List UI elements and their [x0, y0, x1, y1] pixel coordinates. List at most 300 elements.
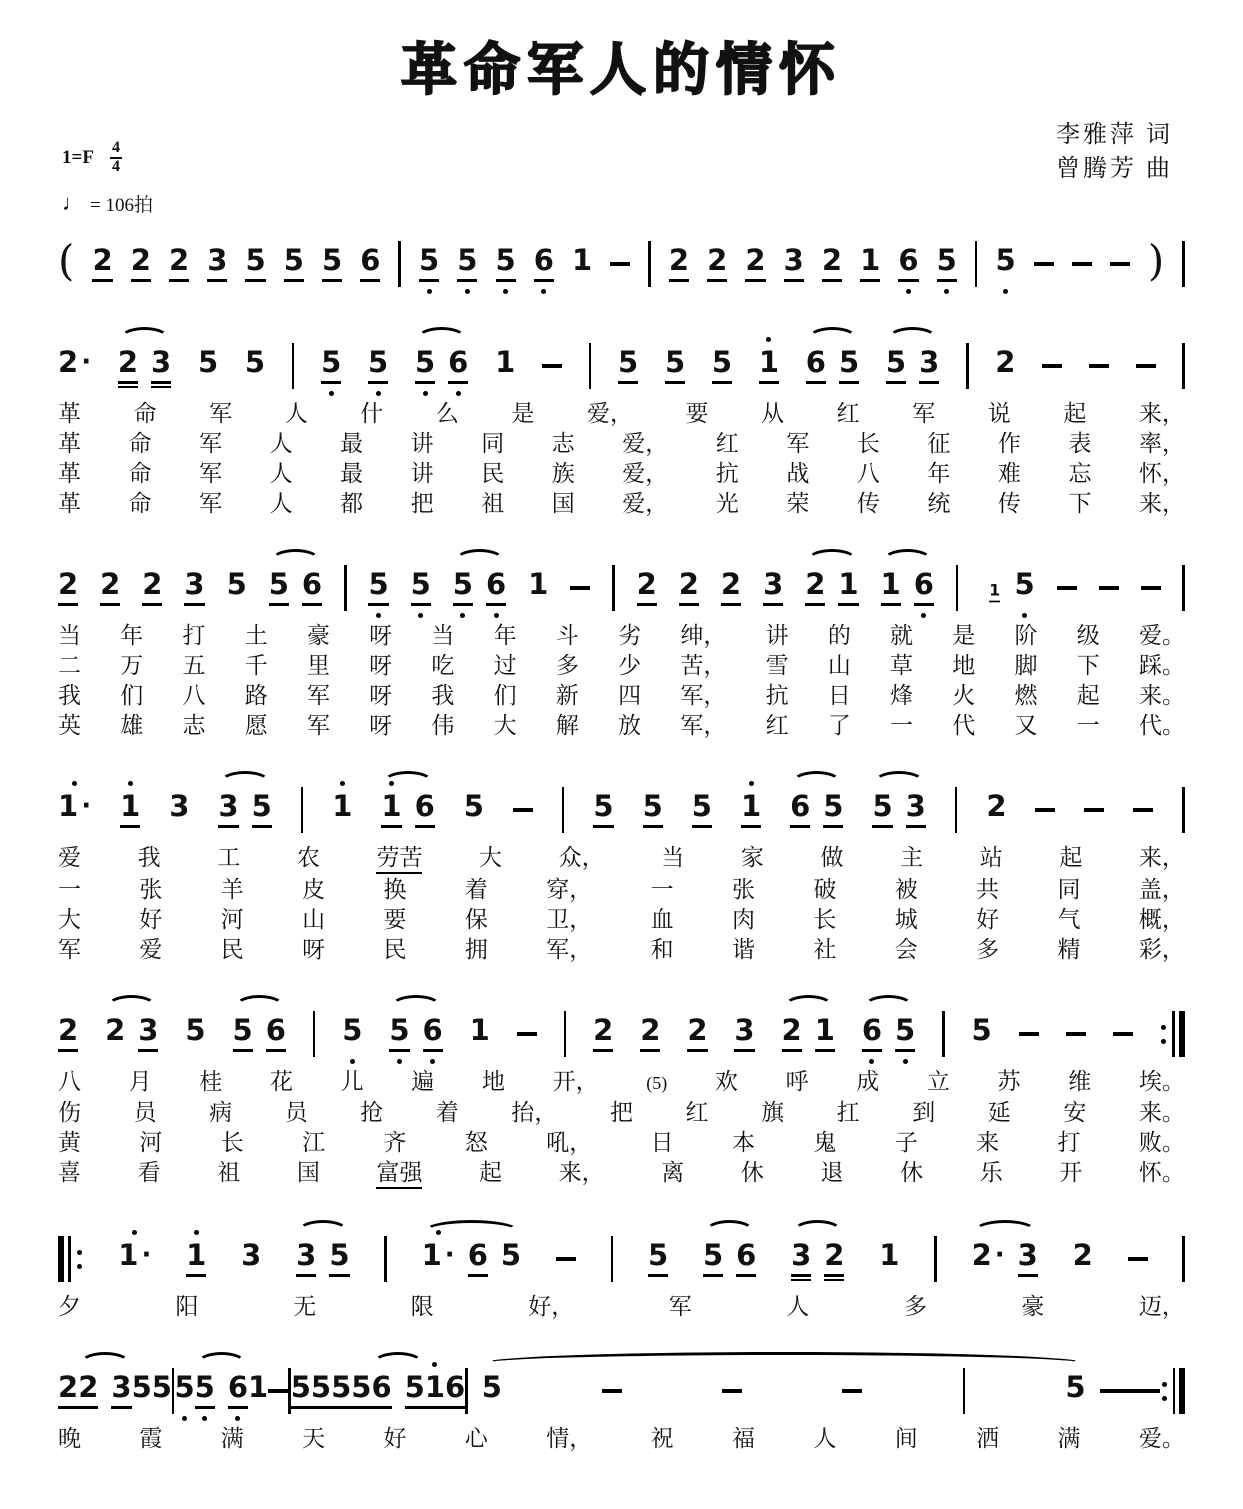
- note-digit: 5: [151, 1369, 172, 1404]
- lyric-syllable: 荣: [786, 491, 810, 516]
- digit-row: [138, 1012, 158, 1048]
- note: [618, 334, 638, 398]
- dash-stroke: [1133, 808, 1153, 812]
- lyric-syllable: 怀。: [1138, 1160, 1185, 1185]
- dash: [1089, 334, 1109, 398]
- barline-stroke: [313, 1011, 316, 1057]
- lyric-syllable: 四: [618, 683, 642, 708]
- lyric-syllable: 地: [952, 653, 976, 678]
- note: [572, 232, 592, 296]
- lyric-syllable: 成: [856, 1069, 880, 1094]
- note-digit: 6: [913, 566, 934, 601]
- lyric-syllable: 共: [976, 877, 1000, 902]
- digit-row: [284, 242, 304, 278]
- lyric-syllable: 要: [685, 401, 709, 426]
- underline: [784, 279, 804, 282]
- slur-group: [453, 556, 506, 620]
- underline-slot: [411, 602, 431, 610]
- digit-row: [482, 1369, 502, 1405]
- octave-dot: [436, 1230, 441, 1235]
- underline-slot: [895, 1048, 915, 1056]
- digit-row: [132, 1369, 152, 1405]
- note: [839, 334, 859, 398]
- note-digit: 1: [879, 1237, 900, 1272]
- note-digit: 5: [194, 1369, 215, 1404]
- underline: [118, 381, 138, 384]
- note: [241, 1227, 261, 1291]
- underline-slot: [269, 602, 289, 610]
- note: [1014, 556, 1034, 620]
- dash: [1140, 1359, 1160, 1423]
- lyric-syllable: 被: [894, 877, 918, 902]
- underline: [640, 1049, 660, 1052]
- digit-row: [534, 242, 554, 278]
- lyric-syllable: 把: [609, 1100, 633, 1125]
- lyric-syllable: 富强: [376, 1159, 422, 1189]
- underline: [218, 825, 238, 828]
- notes-row: [58, 766, 1185, 842]
- underline-slot: [111, 1405, 131, 1413]
- dash-stroke: [268, 1389, 288, 1393]
- digit-row: [763, 566, 783, 602]
- underline: [824, 1279, 844, 1282]
- underline-slot: [138, 1048, 158, 1056]
- underline: [311, 1406, 331, 1409]
- note: [207, 232, 227, 296]
- underline: [457, 279, 477, 282]
- barline: [1182, 556, 1185, 620]
- underline-slot: [120, 824, 140, 832]
- low-octave-slot: [329, 388, 334, 398]
- note-digit: 5: [971, 1012, 992, 1047]
- note-digit: 2: [142, 566, 163, 601]
- dash-stroke: [517, 1032, 537, 1036]
- note-digit: 2: [824, 1237, 845, 1272]
- note-digit: 5: [283, 242, 304, 277]
- note: [445, 1359, 465, 1423]
- dash: [842, 1359, 862, 1423]
- note-digit: 5: [618, 344, 639, 379]
- note: [534, 232, 554, 296]
- note-digit: 5: [244, 344, 266, 379]
- underline-slot: [351, 1405, 371, 1413]
- lyric-syllable: 多: [976, 937, 1000, 962]
- note: [152, 1359, 172, 1423]
- digit-row: [218, 788, 238, 824]
- quarter-note-icon: ♩: [62, 190, 84, 216]
- note: [185, 1002, 205, 1066]
- note-digit: 3: [218, 788, 239, 823]
- note-digit: 5: [174, 1369, 195, 1404]
- digit-row: [712, 344, 732, 380]
- note-digit: 6: [422, 1012, 443, 1047]
- underline-slot: [986, 824, 1006, 832]
- note-digit: 5: [642, 788, 663, 823]
- digit-row: [351, 1369, 371, 1405]
- dash: [517, 1002, 537, 1066]
- note-digit: 5: [410, 566, 431, 601]
- underline-slot: [806, 380, 826, 388]
- slur-group: [269, 556, 322, 620]
- digit-row: [707, 242, 727, 278]
- octave-dot: [749, 781, 754, 786]
- augmentation-dot: ·: [81, 347, 92, 377]
- slur-group: [790, 778, 843, 842]
- digit-row: [1073, 1237, 1093, 1273]
- digit-row: [151, 344, 171, 380]
- lyric-syllable: 国: [296, 1160, 320, 1185]
- octave-dot: [1003, 289, 1008, 294]
- lyric-syllable: 传: [997, 491, 1021, 516]
- underline: [58, 1406, 78, 1409]
- underline-slot: [368, 380, 388, 388]
- barline: [1182, 1227, 1185, 1291]
- barline: [1182, 778, 1185, 842]
- underline: [302, 603, 322, 606]
- lyric-syllable: 盖，: [1138, 877, 1185, 902]
- lyric-syllable: 八: [58, 1069, 81, 1094]
- underline-slot: [989, 600, 1000, 604]
- underline-slot: [207, 278, 227, 286]
- note: [784, 232, 804, 296]
- underline: [100, 603, 120, 606]
- underline-slot: [805, 602, 825, 610]
- lyric-syllable: 满: [1057, 1426, 1081, 1451]
- underline: [989, 601, 1000, 602]
- underline-slot: [784, 278, 804, 286]
- digit-row: [448, 344, 468, 380]
- barline-stroke: [975, 241, 978, 287]
- lyric-syllable: 抢: [360, 1100, 384, 1125]
- lyrics-row: [58, 1425, 1185, 1453]
- note: [895, 1002, 915, 1066]
- underline: [937, 279, 957, 282]
- note: [872, 778, 892, 842]
- note: [78, 1359, 98, 1423]
- underline-slot: [132, 1405, 152, 1413]
- underline: [184, 603, 204, 606]
- note: [712, 334, 732, 398]
- digit-row: [648, 1237, 668, 1273]
- digit-row: [815, 1012, 835, 1048]
- lyric-syllable: 社: [813, 937, 837, 962]
- lyric-syllable: 民: [481, 461, 505, 486]
- lyric-syllable: 命: [128, 491, 152, 516]
- underline-slot: [321, 380, 341, 388]
- underline-slot: [815, 1048, 835, 1056]
- digit-row: [1065, 1369, 1085, 1405]
- score-line: [58, 1215, 1185, 1321]
- lyric-syllable: 人: [269, 491, 293, 516]
- dash-stroke: [513, 808, 533, 812]
- digit-row: [169, 242, 189, 278]
- barline-stroke: [58, 1236, 64, 1282]
- dash-stroke: [542, 364, 562, 368]
- underline: [351, 1406, 371, 1409]
- low-octave-slot: [427, 286, 432, 296]
- lyric-syllable: 拥: [464, 937, 488, 962]
- lyric-syllable: 把: [410, 491, 434, 516]
- underline-slot: [919, 380, 939, 388]
- lyric-syllable: 血: [650, 907, 674, 932]
- lyric-syllable: 扛: [836, 1100, 860, 1125]
- lyric-syllable: 呀: [302, 937, 326, 962]
- note-digit: 3: [1017, 1237, 1038, 1272]
- slur-group: [862, 1002, 915, 1066]
- high-octave-slot: [436, 1227, 441, 1237]
- underline-slot: [692, 824, 712, 832]
- underline: [368, 381, 388, 384]
- octave-dot: [1161, 1025, 1166, 1030]
- dash-stroke: [602, 1389, 622, 1393]
- octave-dot: [432, 1362, 437, 1367]
- barline-stroke: [963, 1368, 966, 1414]
- lyric-syllable: 喜: [58, 1160, 81, 1185]
- barline-stroke: [562, 787, 565, 833]
- note-digit: 2: [678, 566, 699, 601]
- lyric-syllable: 下: [1068, 491, 1092, 516]
- note-digit: 5: [414, 344, 436, 379]
- lyric-syllable: 抬，: [511, 1100, 558, 1125]
- lyric-syllable: 打: [1057, 1130, 1081, 1155]
- note: [58, 556, 78, 620]
- digit-row: [860, 242, 880, 278]
- underline-slot: [228, 1405, 248, 1413]
- note: [879, 1227, 899, 1291]
- tempo-marking: [62, 190, 153, 217]
- barline: [313, 1002, 316, 1066]
- lyric-syllable: 了: [827, 713, 851, 738]
- lyric-syllable: 气: [1057, 907, 1081, 932]
- digit-row: [881, 566, 901, 602]
- note: [245, 334, 265, 398]
- note: [640, 1002, 660, 1066]
- barline: [301, 778, 304, 842]
- low-octave-slot: [397, 1056, 402, 1066]
- lyric-syllable: 命: [128, 461, 152, 486]
- note: [838, 556, 858, 620]
- barline-stroke: [384, 1236, 387, 1282]
- underline-slot: [296, 1273, 316, 1281]
- high-octave-slot: [432, 1359, 437, 1369]
- low-octave-slot: [1022, 610, 1027, 620]
- dash-stroke: [1100, 1389, 1120, 1393]
- lyric-syllable: 同: [1057, 877, 1081, 902]
- barline: [975, 232, 978, 296]
- octave-dot: [128, 781, 133, 786]
- low-octave-slot: [465, 286, 470, 296]
- key-signature: [62, 140, 153, 176]
- note-digit: 2: [117, 344, 139, 379]
- lyric-syllable: 福: [732, 1426, 755, 1451]
- high-octave-slot: [128, 778, 133, 788]
- lyric-syllable: 着: [435, 1100, 459, 1125]
- underline-slot: [381, 824, 401, 832]
- lyric-syllable: 革: [58, 401, 81, 426]
- barline: [611, 1227, 614, 1291]
- digit-row: [886, 344, 906, 380]
- note: [291, 1359, 311, 1423]
- digit-row: [643, 788, 663, 824]
- underline-slot: [1014, 602, 1034, 610]
- note: [528, 556, 548, 620]
- dash-stroke: [1089, 364, 1109, 368]
- lyric-syllable: 伤: [58, 1100, 81, 1125]
- notes-row: [58, 1347, 1185, 1423]
- underline: [593, 825, 613, 828]
- lyric-syllable: 五: [182, 653, 206, 678]
- octave-dot: [340, 781, 345, 786]
- note-digit: 6: [448, 344, 469, 379]
- underline-slot: [118, 380, 138, 388]
- note: [111, 1359, 131, 1423]
- note-digit: 6: [371, 1369, 392, 1404]
- dash: [556, 1227, 576, 1291]
- notes-row: [58, 544, 1185, 620]
- digit-row: [368, 566, 388, 602]
- digit-row: [464, 788, 484, 824]
- meter-denominator: 4: [111, 157, 120, 175]
- barline: [956, 556, 959, 620]
- underline-slot: [862, 1048, 882, 1056]
- octave-dot: [376, 391, 381, 396]
- note: [482, 1359, 502, 1423]
- note-digit: 2: [986, 788, 1007, 823]
- note-digit: 5: [702, 1237, 724, 1272]
- digit-row: [637, 566, 657, 602]
- dash: [602, 1359, 622, 1423]
- note-digit: 2: [745, 242, 766, 277]
- lyric-syllable: 们: [493, 683, 517, 708]
- note-digit: 6: [861, 1012, 883, 1047]
- underline: [486, 603, 506, 606]
- note: [184, 556, 204, 620]
- octave-dot: [1162, 1396, 1167, 1401]
- dash-stroke: [1099, 586, 1119, 590]
- underline-slot: [174, 1405, 194, 1413]
- lyric-syllable: 一: [58, 877, 81, 902]
- lyric-syllable: 说: [987, 401, 1011, 426]
- underline: [151, 381, 171, 384]
- note-digit: 5: [389, 1012, 410, 1047]
- lyric-syllable: 劳苦: [376, 844, 422, 874]
- digit-row: [824, 1237, 844, 1273]
- lyric-syllable: 是: [952, 623, 976, 648]
- dash: [1100, 1359, 1120, 1423]
- underline: [291, 1406, 311, 1409]
- lyric-syllable: 桂: [199, 1069, 223, 1094]
- digit-row: [790, 788, 810, 824]
- note-digit: 5: [310, 1369, 332, 1404]
- lyric-syllable: 员: [284, 1100, 308, 1125]
- lyric-syllable: 起: [1076, 683, 1100, 708]
- lyric-syllable: 讲: [410, 431, 434, 456]
- barline-stroke: [1179, 1011, 1185, 1057]
- note: [381, 778, 401, 842]
- note: [218, 778, 238, 842]
- underline-slot: [198, 380, 218, 388]
- lyric-syllable: 来。: [1138, 683, 1185, 708]
- lyric-syllable: 红: [685, 1100, 709, 1125]
- lyric-syllable: 过: [493, 653, 517, 678]
- slur-group: [415, 334, 468, 398]
- lyric-syllable: 难: [997, 461, 1021, 486]
- digit-row: [331, 1369, 351, 1405]
- digit-row: [142, 566, 162, 602]
- note-digit: 2: [593, 1012, 614, 1047]
- digit-row: [186, 1237, 206, 1273]
- digit-row: [995, 242, 1015, 278]
- note-digit: 3: [905, 788, 926, 823]
- lyric-syllable: 月: [128, 1069, 152, 1094]
- lyric-syllable: 绅，: [680, 623, 727, 648]
- barline: [966, 334, 969, 398]
- note: [824, 1227, 844, 1291]
- lyric-syllable: 谐: [732, 937, 755, 962]
- note-digit: 5: [452, 566, 473, 601]
- digit-row: [174, 1369, 194, 1405]
- note-digit: 1: [469, 1012, 490, 1047]
- note: [118, 334, 138, 398]
- note-digit: 3: [207, 242, 228, 277]
- parenthesis: (: [58, 235, 75, 285]
- barline: [934, 1227, 937, 1291]
- slur-group: [105, 1002, 158, 1066]
- lyrics-row: [58, 622, 1185, 650]
- lyric-syllable: 呀: [369, 683, 393, 708]
- note: [822, 232, 842, 296]
- dash: [1141, 556, 1161, 620]
- note-digit: 1: [989, 580, 1001, 600]
- digit-row: [269, 566, 289, 602]
- underline-slot: [501, 1273, 521, 1281]
- underline-slot: [1018, 1273, 1038, 1281]
- tempo-value: = 106拍: [90, 194, 153, 216]
- lyric-syllable: 人: [284, 401, 308, 426]
- lyric-syllable: 安: [1063, 1100, 1087, 1125]
- note: [351, 1359, 371, 1423]
- dash-stroke: [1084, 808, 1104, 812]
- lyrics-row: [58, 1068, 1185, 1097]
- lyric-syllable: 八: [182, 683, 206, 708]
- note-digit: 2: [130, 242, 151, 277]
- note-digit: 5: [995, 242, 1016, 277]
- note-digit: 3: [919, 344, 940, 379]
- lyric-syllable: 军: [912, 401, 936, 426]
- lyric-syllable: 阶: [1014, 623, 1038, 648]
- digit-row: [311, 1369, 331, 1405]
- underline: [423, 1049, 443, 1052]
- note-digit: 2: [105, 1012, 126, 1047]
- underline: [207, 279, 227, 282]
- underline-slot: [995, 380, 1015, 388]
- lyric-syllable: 又: [1014, 713, 1038, 738]
- note-digit: 5: [331, 1369, 352, 1404]
- underline-slot: [227, 602, 247, 610]
- dash: [1099, 556, 1119, 620]
- dash-stroke: [1110, 262, 1130, 266]
- lyrics-row: [58, 1129, 1185, 1157]
- digit-row: [419, 242, 439, 278]
- note: [371, 1359, 391, 1423]
- octave-dot: [766, 337, 771, 342]
- lyric-syllable: 花: [269, 1069, 293, 1094]
- note: [972, 1002, 992, 1066]
- underline-slot: [707, 278, 727, 286]
- lyric-syllable: 放: [618, 713, 642, 738]
- underline-slot: [284, 278, 304, 286]
- underline-slot: [972, 1048, 992, 1056]
